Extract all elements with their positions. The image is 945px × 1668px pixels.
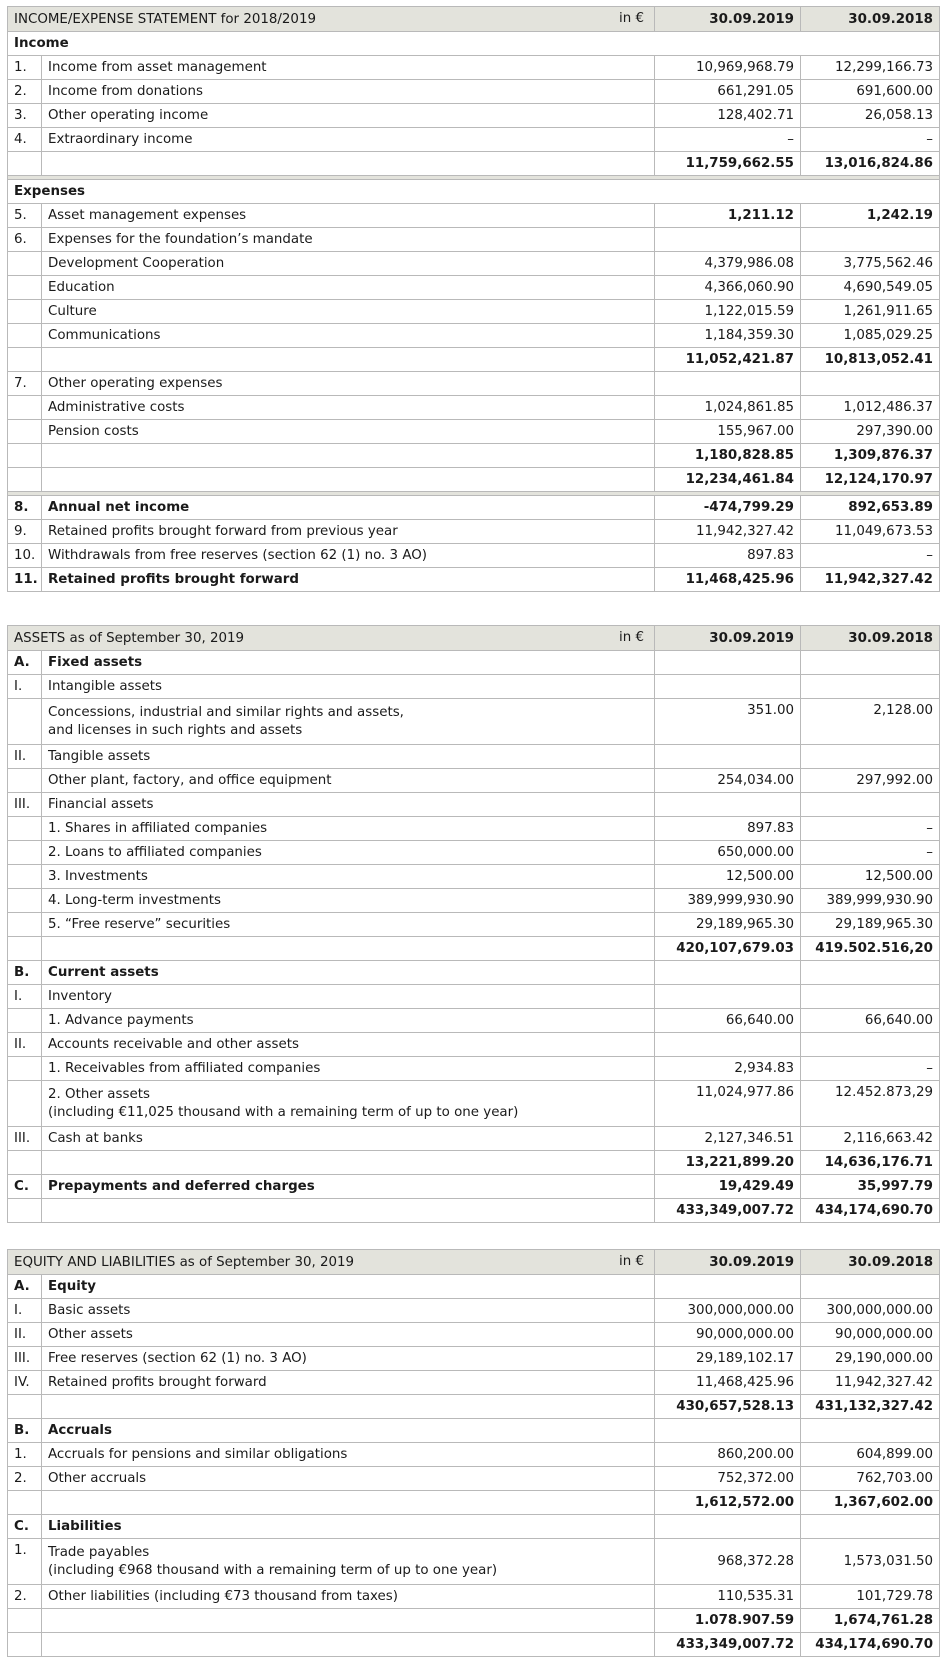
income-total-2019: 11,759,662.55 — [655, 152, 801, 176]
value-2019: – — [655, 128, 801, 152]
subtotal-row — [8, 1491, 940, 1515]
row-label: Accruals for pensions and similar obligations — [42, 1443, 655, 1467]
row-label — [42, 1539, 655, 1585]
value-2019: 12,500.00 — [655, 865, 801, 889]
value-2019: 90,000,000.00 — [655, 1323, 801, 1347]
value-2019: 897.83 — [655, 544, 801, 568]
row-label: Culture — [42, 300, 655, 324]
section-row — [8, 1515, 940, 1539]
row-label: Expenses for the foundation’s mandate — [42, 228, 655, 252]
value-2019: 11,468,425.96 — [655, 568, 801, 592]
value-2018: 66,640.00 — [801, 1009, 940, 1033]
value-2019: 351.00 — [655, 699, 801, 745]
row-number: C. — [8, 1515, 42, 1539]
subtotal-row — [8, 348, 940, 372]
value-2018: 762,703.00 — [801, 1467, 940, 1491]
income-total-2018: 13,016,824.86 — [801, 152, 940, 176]
total-2019: 433,349,007.72 — [655, 1199, 801, 1223]
row-label: 2. Loans to affiliated companies — [42, 841, 655, 865]
table-row — [8, 817, 940, 841]
value-2019: 10,969,968.79 — [655, 56, 801, 80]
table-row — [8, 544, 940, 568]
row-number: 10. — [8, 544, 42, 568]
value-2019: 968,372.28 — [655, 1539, 801, 1585]
table-row — [8, 372, 940, 396]
row-label-line1: Trade payables — [48, 1544, 150, 1560]
row-label: Inventory — [42, 985, 655, 1009]
value-2019: 2,127,346.51 — [655, 1127, 801, 1151]
value-2018: 604,899.00 — [801, 1443, 940, 1467]
row-number: 7. — [8, 372, 42, 396]
value-2019: 128,402.71 — [655, 104, 801, 128]
table-row — [8, 699, 940, 745]
row-label: Other plant, factory, and office equipment — [42, 769, 655, 793]
value-2018: 29,189,965.30 — [801, 913, 940, 937]
value-2018: 2,116,663.42 — [801, 1127, 940, 1151]
subtotal-2019: 11,052,421.87 — [655, 348, 801, 372]
row-label: Cash at banks — [42, 1127, 655, 1151]
expenses-total-2018: 12,124,170.97 — [801, 468, 940, 492]
table-row — [8, 1539, 940, 1585]
row-number: 3. — [8, 104, 42, 128]
subtotal-2019: 1,180,828.85 — [655, 444, 801, 468]
table-row — [8, 1127, 940, 1151]
table-row — [8, 104, 940, 128]
table-row — [8, 1443, 940, 1467]
row-number: II. — [8, 1323, 42, 1347]
table-row — [8, 1467, 940, 1491]
table-row — [8, 396, 940, 420]
value-2018: 2,128.00 — [801, 699, 940, 745]
value-2019: 254,034.00 — [655, 769, 801, 793]
value-2019: 2,934.83 — [655, 1057, 801, 1081]
row-label: Retained profits brought forward — [42, 568, 655, 592]
row-label: Other operating income — [42, 104, 655, 128]
subtotal-2019: 13,221,899.20 — [655, 1151, 801, 1175]
row-label: Basic assets — [42, 1299, 655, 1323]
subtotal-2019: 420,107,679.03 — [655, 937, 801, 961]
section-row — [8, 961, 940, 985]
row-number: B. — [8, 1419, 42, 1443]
row-label-line1: Concessions, industrial and similar rights and assets, — [48, 704, 404, 720]
subtotal-2018: 1,367,602.00 — [801, 1491, 940, 1515]
value-2019: 4,366,060.90 — [655, 276, 801, 300]
table-row — [8, 204, 940, 228]
table-row — [8, 913, 940, 937]
value-2019: 11,468,425.96 — [655, 1371, 801, 1395]
value-2019: 752,372.00 — [655, 1467, 801, 1491]
subtotal-2018: 1,309,876.37 — [801, 444, 940, 468]
row-number: 9. — [8, 520, 42, 544]
row-label: Withdrawals from free reserves (section 62 (1) no. 3 AO) — [42, 544, 655, 568]
row-label: Tangible assets — [42, 745, 655, 769]
table-row — [8, 276, 940, 300]
row-number: II. — [8, 745, 42, 769]
value-2018: 297,390.00 — [801, 420, 940, 444]
row-number: 6. — [8, 228, 42, 252]
table-header — [8, 1250, 940, 1275]
row-label — [42, 699, 655, 745]
assets-table — [7, 625, 940, 1223]
row-label: Prepayments and deferred charges — [42, 1175, 655, 1199]
table-row — [8, 1347, 940, 1371]
subtotal-row — [8, 444, 940, 468]
row-label-line2: (including €968 thousand with a remaining term of up to one year) — [48, 1562, 498, 1578]
value-2018: 4,690,549.05 — [801, 276, 940, 300]
row-label-line2: and licenses in such rights and assets — [48, 722, 303, 738]
value-2019: 29,189,102.17 — [655, 1347, 801, 1371]
table-row — [8, 985, 940, 1009]
value-2018: 1,085,029.25 — [801, 324, 940, 348]
row-number: III. — [8, 793, 42, 817]
table-row — [8, 745, 940, 769]
value-2018: 12,299,166.73 — [801, 56, 940, 80]
row-number: 5. — [8, 204, 42, 228]
value-2018: – — [801, 841, 940, 865]
subtotal-2018: 431,132,327.42 — [801, 1395, 940, 1419]
value-2018: 11,942,327.42 — [801, 1371, 940, 1395]
row-label: Accounts receivable and other assets — [42, 1033, 655, 1057]
table-header — [8, 7, 940, 32]
column-header-2019: 30.09.2019 — [655, 1250, 801, 1275]
row-label: Income from donations — [42, 80, 655, 104]
value-2018: 12,500.00 — [801, 865, 940, 889]
value-2019: 300,000,000.00 — [655, 1299, 801, 1323]
row-label: Other accruals — [42, 1467, 655, 1491]
value-2019: 66,640.00 — [655, 1009, 801, 1033]
table-row — [8, 228, 940, 252]
row-label: Fixed assets — [42, 651, 655, 675]
value-2018: 11,942,327.42 — [801, 568, 940, 592]
value-2019: 110,535.31 — [655, 1585, 801, 1609]
row-number: 4. — [8, 128, 42, 152]
table-row — [8, 1033, 940, 1057]
row-label: Financial assets — [42, 793, 655, 817]
row-label: 1. Shares in affiliated companies — [42, 817, 655, 841]
value-2019: 155,967.00 — [655, 420, 801, 444]
row-number: I. — [8, 1299, 42, 1323]
table-title: EQUITY AND LIABILITIES as of September 30, 2019 — [14, 1254, 355, 1270]
table-title: ASSETS as of September 30, 2019 — [14, 630, 245, 646]
value-2019: 1,184,359.30 — [655, 324, 801, 348]
value-2019: 1,024,861.85 — [655, 396, 801, 420]
row-number: C. — [8, 1175, 42, 1199]
table-row — [8, 675, 940, 699]
table-row — [8, 865, 940, 889]
section-label-income: Income — [8, 32, 940, 56]
value-2018: 29,190,000.00 — [801, 1347, 940, 1371]
row-number: II. — [8, 1033, 42, 1057]
value-2018: 11,049,673.53 — [801, 520, 940, 544]
row-number: 1. — [8, 1539, 42, 1585]
row-number: A. — [8, 1275, 42, 1299]
table-row — [8, 80, 940, 104]
section-row — [8, 32, 940, 56]
row-label: Other operating expenses — [42, 372, 655, 396]
section-row — [8, 1275, 940, 1299]
value-2019: 29,189,965.30 — [655, 913, 801, 937]
column-header-2018: 30.09.2018 — [801, 7, 940, 32]
value-2018: 300,000,000.00 — [801, 1299, 940, 1323]
subtotal-2018: 10,813,052.41 — [801, 348, 940, 372]
table-row — [8, 420, 940, 444]
value-2019: 1,211.12 — [655, 204, 801, 228]
table-title-cell — [8, 626, 655, 651]
table-row — [8, 889, 940, 913]
row-label: Free reserves (section 62 (1) no. 3 AO) — [42, 1347, 655, 1371]
subtotal-2018: 1,674,761.28 — [801, 1609, 940, 1633]
value-2019: 4,379,986.08 — [655, 252, 801, 276]
subtotal-row — [8, 1609, 940, 1633]
section-row — [8, 651, 940, 675]
row-label: 1. Advance payments — [42, 1009, 655, 1033]
expenses-total-row — [8, 468, 940, 492]
section-label-expenses: Expenses — [8, 180, 940, 204]
row-number: B. — [8, 961, 42, 985]
table-row — [8, 252, 940, 276]
subtotal-row — [8, 1151, 940, 1175]
value-2018: 1,261,911.65 — [801, 300, 940, 324]
row-label: Pension costs — [42, 420, 655, 444]
row-number: 1. — [8, 1443, 42, 1467]
row-number: 8. — [8, 496, 42, 520]
table-row — [8, 56, 940, 80]
table-row — [8, 1323, 940, 1347]
table-row — [8, 520, 940, 544]
section-row — [8, 180, 940, 204]
row-label: 3. Investments — [42, 865, 655, 889]
row-label: Asset management expenses — [42, 204, 655, 228]
value-2018: 90,000,000.00 — [801, 1323, 940, 1347]
expenses-total-2019: 12,234,461.84 — [655, 468, 801, 492]
row-label: 5. “Free reserve” securities — [42, 913, 655, 937]
total-row — [8, 1199, 940, 1223]
row-label — [42, 1081, 655, 1127]
subtotal-row — [8, 937, 940, 961]
row-label-line2: (including €11,025 thousand with a remaining term of up to one year) — [48, 1104, 519, 1120]
row-label: Equity — [42, 1275, 655, 1299]
value-2018: – — [801, 128, 940, 152]
subtotal-row — [8, 1395, 940, 1419]
value-2019: 661,291.05 — [655, 80, 801, 104]
row-number: 2. — [8, 1585, 42, 1609]
value-2018: 892,653.89 — [801, 496, 940, 520]
table-row — [8, 568, 940, 592]
row-number: III. — [8, 1347, 42, 1371]
table-row — [8, 128, 940, 152]
row-label: Other assets — [42, 1323, 655, 1347]
row-label: Annual net income — [42, 496, 655, 520]
subtotal-2019: 1.078.907.59 — [655, 1609, 801, 1633]
subtotal-2018: 14,636,176.71 — [801, 1151, 940, 1175]
row-label: Administrative costs — [42, 396, 655, 420]
table-row — [8, 1299, 940, 1323]
value-2018: 26,058.13 — [801, 104, 940, 128]
row-label: Accruals — [42, 1419, 655, 1443]
table-row — [8, 1081, 940, 1127]
table-row — [8, 324, 940, 348]
row-number: 11. — [8, 568, 42, 592]
column-header-2019: 30.09.2019 — [655, 626, 801, 651]
table-row — [8, 1175, 940, 1199]
column-header-2018: 30.09.2018 — [801, 626, 940, 651]
row-number: A. — [8, 651, 42, 675]
table-title: INCOME/EXPENSE STATEMENT for 2018/2019 — [14, 11, 316, 27]
value-2019: 1,122,015.59 — [655, 300, 801, 324]
value-2018: 3,775,562.46 — [801, 252, 940, 276]
row-label: 4. Long-term investments — [42, 889, 655, 913]
value-2018: – — [801, 817, 940, 841]
row-label-line1: 2. Other assets — [48, 1086, 150, 1102]
row-number: 2. — [8, 1467, 42, 1491]
value-2019: 11,942,327.42 — [655, 520, 801, 544]
value-2019: 860,200.00 — [655, 1443, 801, 1467]
value-2018: 1,573,031.50 — [801, 1539, 940, 1585]
table-row — [8, 496, 940, 520]
value-2018: 1,242.19 — [801, 204, 940, 228]
table-row — [8, 1009, 940, 1033]
row-number: III. — [8, 1127, 42, 1151]
value-2019: 650,000.00 — [655, 841, 801, 865]
row-label: Education — [42, 276, 655, 300]
row-label: Intangible assets — [42, 675, 655, 699]
equity-liabilities-table — [7, 1249, 940, 1657]
value-2018: 389,999,930.90 — [801, 889, 940, 913]
table-row — [8, 1585, 940, 1609]
value-2018: 297,992.00 — [801, 769, 940, 793]
table-row — [8, 300, 940, 324]
value-2018: 1,012,486.37 — [801, 396, 940, 420]
income-expense-table — [7, 6, 940, 592]
row-label: Retained profits brought forward from previous year — [42, 520, 655, 544]
table-row — [8, 1371, 940, 1395]
row-label: Other liabilities (including €73 thousand from taxes) — [42, 1585, 655, 1609]
row-number: I. — [8, 985, 42, 1009]
value-2018: – — [801, 1057, 940, 1081]
subtotal-2019: 1,612,572.00 — [655, 1491, 801, 1515]
subtotal-2018: 419.502.516,20 — [801, 937, 940, 961]
value-2018: 12.452.873,29 — [801, 1081, 940, 1127]
unit-label: in € — [619, 11, 644, 26]
column-header-2019: 30.09.2019 — [655, 7, 801, 32]
row-label: Current assets — [42, 961, 655, 985]
row-number: IV. — [8, 1371, 42, 1395]
row-number: I. — [8, 675, 42, 699]
total-2019: 433,349,007.72 — [655, 1633, 801, 1657]
row-label: 1. Receivables from affiliated companies — [42, 1057, 655, 1081]
row-label: Income from asset management — [42, 56, 655, 80]
row-label: Communications — [42, 324, 655, 348]
row-label: Development Cooperation — [42, 252, 655, 276]
table-row — [8, 841, 940, 865]
total-row — [8, 1633, 940, 1657]
table-row — [8, 769, 940, 793]
unit-label: in € — [619, 630, 644, 645]
table-row — [8, 793, 940, 817]
section-row — [8, 1419, 940, 1443]
value-2018: – — [801, 544, 940, 568]
table-title-cell — [8, 1250, 655, 1275]
value-2018: 35,997.79 — [801, 1175, 940, 1199]
row-label: Retained profits brought forward — [42, 1371, 655, 1395]
value-2019: 389,999,930.90 — [655, 889, 801, 913]
subtotal-2019: 430,657,528.13 — [655, 1395, 801, 1419]
value-2019: -474,799.29 — [655, 496, 801, 520]
subtotal-row — [8, 152, 940, 176]
unit-label: in € — [619, 1254, 645, 1269]
value-2019: 897.83 — [655, 817, 801, 841]
row-label: Liabilities — [42, 1515, 655, 1539]
row-number: 2. — [8, 80, 42, 104]
total-2018: 434,174,690.70 — [801, 1633, 940, 1657]
row-label: Extraordinary income — [42, 128, 655, 152]
table-header — [8, 626, 940, 651]
value-2018: 691,600.00 — [801, 80, 940, 104]
value-2018: 101,729.78 — [801, 1585, 940, 1609]
table-row — [8, 1057, 940, 1081]
total-2018: 434,174,690.70 — [801, 1199, 940, 1223]
row-number: 1. — [8, 56, 42, 80]
value-2019: 19,429.49 — [655, 1175, 801, 1199]
table-title-cell — [8, 7, 655, 32]
value-2019: 11,024,977.86 — [655, 1081, 801, 1127]
column-header-2018: 30.09.2018 — [801, 1250, 940, 1275]
